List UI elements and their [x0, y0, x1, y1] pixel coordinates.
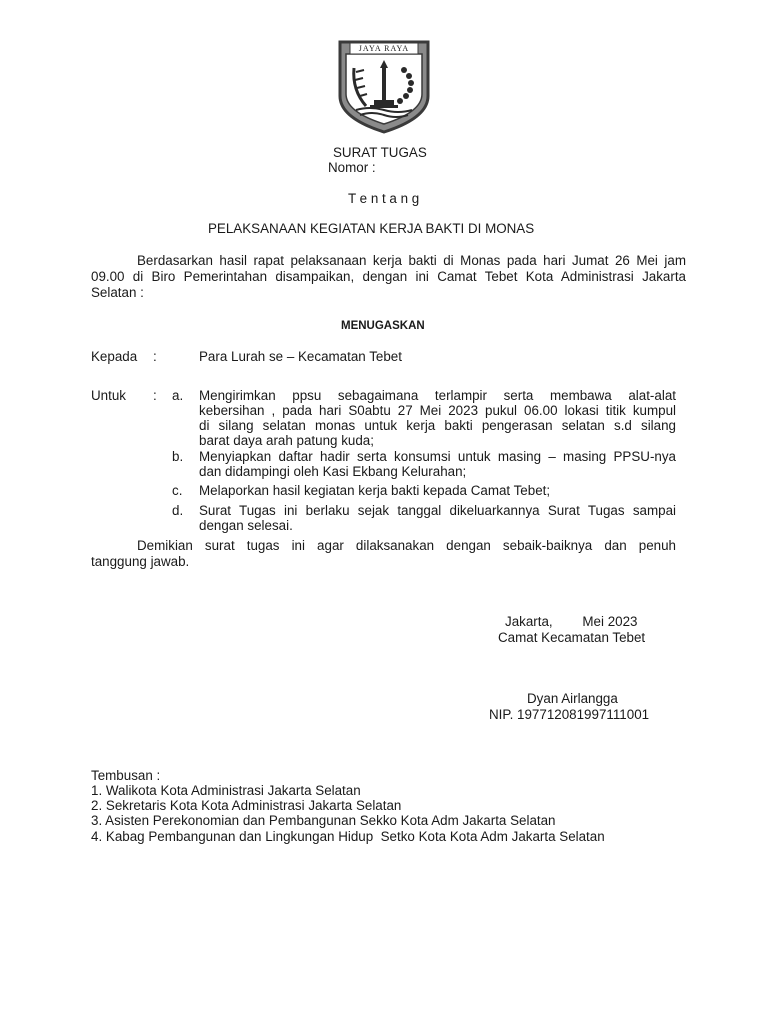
- intro-line-2: 09.00 di Biro Pemerintahan disampaikan, dengan ini Camat Tebet Kota Administrasi Jakarta: [91, 269, 686, 284]
- item-a-line-2: kebersihan , pada hari S0abtu 27 Mei 2023 pukul 06.00 lokasi titik kumpul: [199, 403, 676, 418]
- for-label: Untuk: [91, 388, 126, 403]
- letter-number: Nomor :: [328, 160, 376, 175]
- closing-line-2: tanggung jawab.: [91, 554, 190, 569]
- item-a-marker: a.: [172, 388, 184, 403]
- for-colon: :: [153, 388, 157, 403]
- cc-item-1: 1. Walikota Kota Administrasi Jakarta Selatan: [91, 783, 361, 798]
- jakarta-emblem: [336, 38, 432, 134]
- item-c-marker: c.: [172, 483, 183, 498]
- cc-label: Tembusan :: [91, 768, 161, 783]
- item-b-line-2: dan didampingi oleh Kasi Ekbang Kelurahan;: [199, 464, 467, 479]
- item-d-line-1: Surat Tugas ini berlaku sejak tanggal dikeluarkannya Surat Tugas sampai: [199, 503, 676, 518]
- item-d-line-2: dengan selesai.: [199, 518, 293, 533]
- item-a-line-1: Mengirimkan ppsu sebagaimana terlampir serta membawa alat-alat: [199, 388, 676, 403]
- item-c-line-1: Melaporkan hasil kegiatan kerja bakti kepada Camat Tebet;: [199, 483, 551, 498]
- item-d-marker: d.: [172, 503, 184, 518]
- intro-line-1: Berdasarkan hasil rapat pelaksanaan kerja bakti di Monas pada hari Jumat 26 Mei jam: [137, 253, 686, 268]
- item-a-line-4: barat daya arah patung kuda;: [199, 433, 374, 448]
- item-b-line-1: Menyiapkan daftar hadir serta konsumsi untuk masing – masing PPSU-nya: [199, 449, 676, 464]
- to-value: Para Lurah se – Kecamatan Tebet: [199, 349, 402, 364]
- item-a-line-3: di silang selatan monas untuk kerja bakti pengerasan selatan s.d silang: [199, 418, 676, 433]
- intro-line-3: Selatan :: [91, 285, 144, 300]
- cc-item-4: 4. Kabag Pembangunan dan Lingkungan Hidup Setko Kota Kota Adm Jakarta Selatan: [91, 829, 605, 844]
- closing-line-1: Demikian surat tugas ini agar dilaksanakan dengan sebaik-baiknya dan penuh: [137, 538, 676, 553]
- item-b-marker: b.: [172, 449, 184, 464]
- signature-nip: NIP. 197712081997111001: [489, 707, 650, 722]
- signature-position: Camat Kecamatan Tebet: [498, 630, 646, 645]
- cc-item-2: 2. Sekretaris Kota Kota Administrasi Jakarta Selatan: [91, 798, 402, 813]
- signature-place-date: Jakarta, Mei 2023: [505, 614, 638, 629]
- cc-item-3: 3. Asisten Perekonomian dan Pembangunan Sekko Kota Adm Jakarta Selatan: [91, 813, 556, 828]
- to-label: Kepada: [91, 349, 138, 364]
- emblem-motto: JAYA RAYA: [358, 44, 410, 53]
- signature-name: Dyan Airlangga: [527, 691, 618, 706]
- to-colon: :: [153, 349, 157, 364]
- about-label: T e n t a n g: [348, 191, 420, 206]
- assign-heading: MENUGASKAN: [341, 320, 425, 332]
- letter-title: SURAT TUGAS: [333, 145, 427, 160]
- letter-subject: PELAKSANAAN KEGIATAN KERJA BAKTI DI MONAS: [208, 221, 535, 236]
